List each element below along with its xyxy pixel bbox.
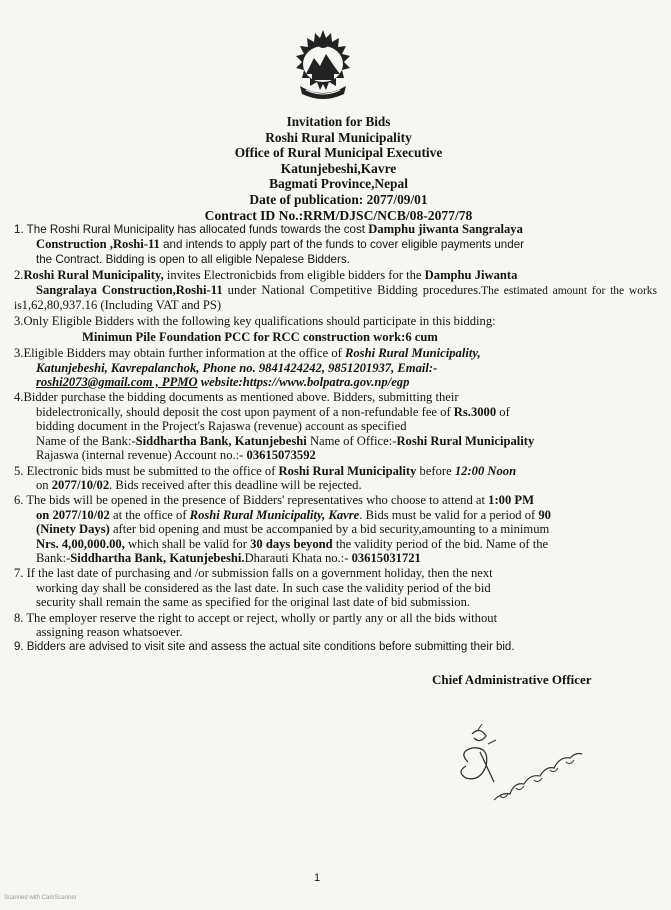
document-title: Invitation for Bids — [286, 114, 391, 129]
contact-email[interactable]: roshi2073@gmail.com , PPMO — [36, 375, 198, 390]
clause-3: 3.Only Eligible Bidders with the following key qualifications should participate in this bidding: — [14, 314, 496, 329]
ppmo-website[interactable]: website:https://www.bolpatra.gov.np/egp — [197, 375, 410, 390]
clause-3b: 3.Eligible Bidders may obtain further information at the office of Roshi Rural Municipality, Katunjebeshi, Kavrepalanchok, Phone no. 9841424242, 9851201937, Email:- roshi2073@gmail.com , PPMO website:https://www.bolpatra.gov.np/egp — [14, 346, 481, 390]
office-location: Katunjebeshi,Kavre — [280, 160, 397, 176]
province-name: Bagmati Province,Nepal — [269, 176, 408, 192]
clause-4: 4.Bidder purchase the bidding documents as mentioned above. Bidders, submitting their bidelectronically, should deposit the cost upon payment of a non-refundable fee of Rs.3000 of bidding document in the Project's Rajaswa (revenue) account as specified Name of the Bank:-Siddhartha Bank, Katunjebeshi Name of Office:-Roshi Rural Municipality Rajaswa (internal revenue) Account no.:- 03615073592 — [14, 390, 535, 463]
municipality-name: Roshi Rural Municipality — [265, 129, 412, 145]
document-header — [0, 114, 671, 223]
publication-date: Date of publication: 2077/09/01 — [249, 191, 428, 207]
contract-id: Contract ID No.:RRM/DJSC/NCB/08-2077/78 — [204, 207, 473, 223]
clause-8: 8. The employer reserve the right to accept or reject, wholly or partly any or all the bids without assigning reason whatsoever. — [14, 610, 498, 639]
nepal-emblem-icon — [282, 24, 364, 104]
clause-1: 1. The Roshi Rural Municipality has allocated funds towards the cost Damphu jiwanta Sangralaya Construction ,Roshi-11 and intends to apply part of the funds to cover eligible payments under the Contract. Bidding is open to all eligible Nepalese Bidders. — [14, 222, 525, 266]
clause-6: 6. The bids will be opened in the presence of Bidders' representatives who choose to attend at 1:00 PM on 2077/10/02 at the office of Roshi Rural Municipality, Kavre. Bids must be valid for a period of 90 (Ninety Days) after bid opening and must be accompanied by a bid security,amounting to a minimum Nrs. 4,00,000.00, which shall be valid for 30 days beyond the validity period of the bid. Name of the Bank:-Siddhartha Bank, Katunjebeshi.Dharauti Khata no.:- 03615031721 — [14, 493, 551, 565]
page-number: 1 — [314, 872, 321, 884]
signatory-title: Chief Administrative Officer — [432, 672, 592, 687]
clause-9: 9. Bidders are advised to visit site and assess the actual site conditions before submitting their bid. — [14, 641, 515, 654]
key-qualification: Minimun Pile Foundation PCC for RCC construction work:6 cum — [82, 329, 438, 344]
scan-watermark: Scanned with CamScanner — [4, 895, 77, 901]
clause-2: 2.Roshi Rural Municipality, invites Electronicbids from eligible bidders for the Damphu Jiwanta Sangralaya Construction,Roshi-11 under National Competitive Bidding procedures.The estimated amount for the works is1,62,80,937.16 (Including VAT and PS) — [14, 268, 658, 313]
office-name: Office of Rural Municipal Executive — [234, 145, 443, 161]
handwritten-signature — [450, 722, 600, 832]
clause-5: 5. Electronic bids must be submitted to the office of Roshi Rural Municipality before 12:00 Noon on 2077/10/02. Bids received after this deadline will be rejected. — [14, 463, 517, 492]
bid-notice-body — [14, 222, 657, 656]
clause-7: 7. If the last date of purchasing and /or submission falls on a government holiday, then the next working day shall be considered as the last date. In such case the validity period of the bid security shall remain the same as specified for the original last date of bid submission. — [14, 566, 493, 610]
